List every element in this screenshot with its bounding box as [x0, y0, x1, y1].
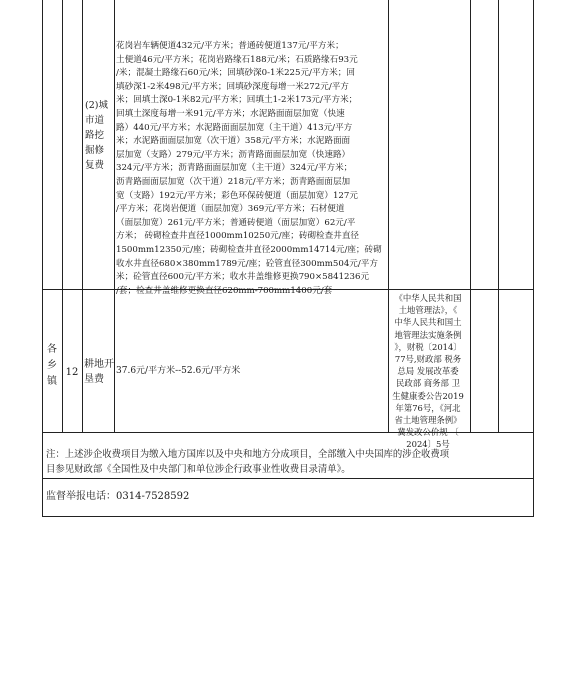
rate-line: 土便道46元/平方米；花岗岩路缘石188元/米；石质路缘石93元: [116, 54, 358, 65]
rate-line: /平方米；花岗岩便道（面层加宽）369元/平方米；石材便道: [116, 204, 345, 215]
rate-line: 宽（支路）192元/平方米；彩色环保砖便道（面层加宽）127元: [116, 190, 358, 201]
basis-line: 年第76号，《河北: [395, 402, 461, 413]
rate-line: 米；回填土深0-1米82元/平方米；回填土1-2米173元/平方米；: [116, 95, 358, 106]
rate-line: 花岗岩车辆便道432元/平方米；普通砖便道137元/平方米；: [116, 41, 344, 51]
item-number: 12: [65, 367, 79, 378]
rate-line: 方米； 砖砌检查井直径1000mm10250元/座；砖砌检查井直径: [116, 231, 360, 242]
rate-line: /米；混凝土路缘石60元/米；回填砂深0-1米225元/平方米；回: [116, 68, 355, 79]
sub-item-label: (2)城市道路挖掘修复费: [85, 100, 108, 171]
rate-line: 路）440元/平方米；水泥路面面层加宽（主干道）413元/平方: [116, 122, 353, 133]
basis-line: 《中华人民共和国: [394, 293, 462, 303]
report-hotline: 监督举报电话：0314-7528592: [46, 491, 190, 502]
rate-line: 米；水泥路面面层加宽（次干道）358元/平方米；水泥路面面: [116, 136, 351, 147]
note-text: [46, 447, 530, 477]
rate-line: /套；检查井盖维修更换直径620mm-700mm1400元/套: [116, 285, 333, 296]
basis-line: 77号,财政部 税务: [394, 354, 462, 365]
basis-line: 地管理法实施条例: [394, 329, 462, 340]
rate-line: 324元/平方米；沥青路面面层加宽（主干道）324元/平方米；: [116, 163, 353, 174]
rate-line: 1500mm12350元/座；砖砌检查井直径2000mm14714元/座；砖砌: [116, 244, 382, 255]
legal-basis: [388, 292, 468, 451]
basis-line: 冀发改公价规 〔: [397, 427, 459, 438]
rate-line: 沥青路面面层加宽（次干道）218元/平方米；沥青路面面层加: [116, 176, 351, 187]
basis-line: 生健康委公告2019: [392, 390, 464, 401]
note-line-1: 注：上述涉企收费项目为缴入地方国库以及中央和地方分成项目，全部缴入中央国库的涉企收费项: [46, 449, 450, 460]
rate-line: 填砂深1-2米498元/平方米；回填砂深度每增一米272元/平方: [116, 81, 349, 92]
basis-line: 民政部 商务部 卫: [396, 378, 460, 389]
col-divider: [470, 0, 471, 432]
basis-line: 2024〕5号: [406, 439, 450, 450]
basis-line: 总局 发展改革委: [397, 366, 459, 377]
region-cell: 各乡镇: [47, 344, 57, 387]
note-line-2: 目参见财政部《全国性及中央部门和单位涉企行政事业性收费目录清单》。: [46, 464, 351, 475]
col-divider: [114, 0, 115, 432]
rate-line: 米；砼管直径600元/平方米；收水井盖维修更换790×5841236元: [116, 272, 370, 283]
col-divider: [82, 0, 83, 432]
item-name: 耕地开垦费: [84, 359, 114, 385]
basis-line: 》，财税〔2014〕: [394, 341, 462, 352]
basis-line: 中华人民共和国土: [394, 317, 462, 328]
rate-line: 层加宽（支路）279元/平方米；沥青路面面层加宽（快速路）: [116, 149, 351, 160]
basis-line: 土地管理法》，《: [398, 305, 458, 316]
col-divider: [498, 0, 499, 432]
row-divider: [43, 478, 533, 479]
rate-line: （面层加宽）261元/平方米；普通砖便道（面层加宽）62元/平: [116, 217, 356, 228]
basis-line: 省土地管理条例》: [394, 415, 462, 426]
rate-line: 收水井直径680×380mm1789元/座；砼管直径300mm504元/平方: [116, 258, 378, 269]
fee-rate: 37.6元/平方米--52.6元/平方米: [116, 366, 241, 376]
rate-line: 回填土深度每增一米91元/平方米；水泥路面面层加宽（快速: [116, 108, 345, 119]
road-repair-rates: [116, 40, 384, 298]
